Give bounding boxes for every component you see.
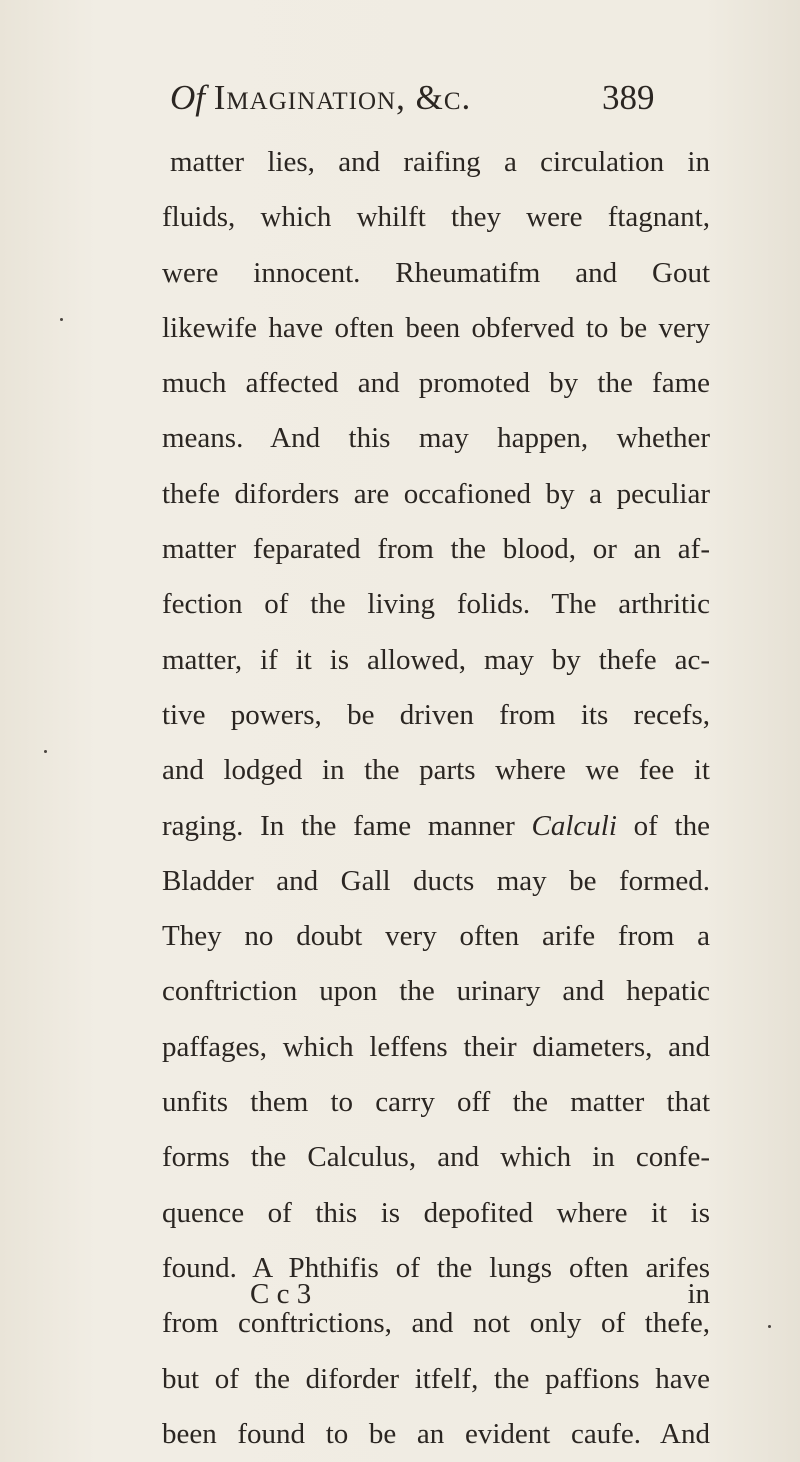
- running-head: [170, 72, 670, 124]
- italic-term: Calculi: [531, 809, 617, 842]
- margin-speck: [44, 750, 47, 753]
- text-line: Bladder and Gall ducts may be formed.: [162, 864, 710, 897]
- text-line: thefe diforders are occafioned by a peculiar: [162, 477, 710, 510]
- text-line: They no doubt very often arife from a: [162, 920, 710, 953]
- margin-speck: [60, 318, 63, 321]
- text-line: means. And this may happen, whether: [162, 422, 710, 455]
- running-title-main: Imagination, &c.: [213, 78, 472, 117]
- text-segment: raging. In the fame manner: [162, 809, 532, 842]
- text-line: likewife have often been obferved to be very: [162, 311, 710, 344]
- text-line: matter, if it is allowed, may by thefe ac-: [162, 643, 710, 676]
- text-line: found. A Phthifis of the lungs often arifes: [162, 1251, 710, 1284]
- text-line: fection of the living folids. The arthritic: [162, 588, 710, 621]
- text-line: conftriction upon the urinary and hepatic: [162, 975, 710, 1008]
- running-title-of: Of: [170, 78, 205, 117]
- text-line: much affected and promoted by the fame: [162, 367, 710, 400]
- text-line-with-italic: [162, 799, 710, 854]
- running-title: [170, 72, 471, 124]
- body-text: [162, 135, 710, 1462]
- text-line: fluids, which whilft they were ftagnant,: [162, 201, 710, 234]
- text-line: matter lies, and raifing a circulation in: [170, 146, 710, 178]
- page-number: 389: [602, 78, 655, 117]
- text-line: matter feparated from the blood, or an af-: [162, 533, 710, 566]
- text-line: forms the Calculus, and which in confe-: [162, 1141, 710, 1174]
- text-segment: of the: [616, 809, 710, 842]
- signature-mark: C c 3: [250, 1278, 312, 1310]
- margin-speck: [768, 1325, 771, 1328]
- text-line: were innocent. Rheumatifm and Gout: [162, 256, 710, 289]
- text-line: and lodged in the parts where we fee it: [162, 754, 710, 787]
- text-line: quence of this is depofited where it is: [162, 1196, 710, 1229]
- text-line: unfits them to carry off the matter that: [162, 1086, 710, 1119]
- page-footer: [162, 1267, 710, 1322]
- catchword: in: [687, 1278, 710, 1310]
- text-line: from conftrictions, and not only of thefe,: [162, 1307, 710, 1340]
- text-line: been found to be an evident caufe. And: [162, 1417, 710, 1450]
- text-line: but of the diforder itfelf, the paffions have: [162, 1362, 710, 1395]
- text-line: paffages, which leffens their diameters, and: [162, 1030, 710, 1063]
- text-line: tive powers, be driven from its recefs,: [162, 698, 710, 731]
